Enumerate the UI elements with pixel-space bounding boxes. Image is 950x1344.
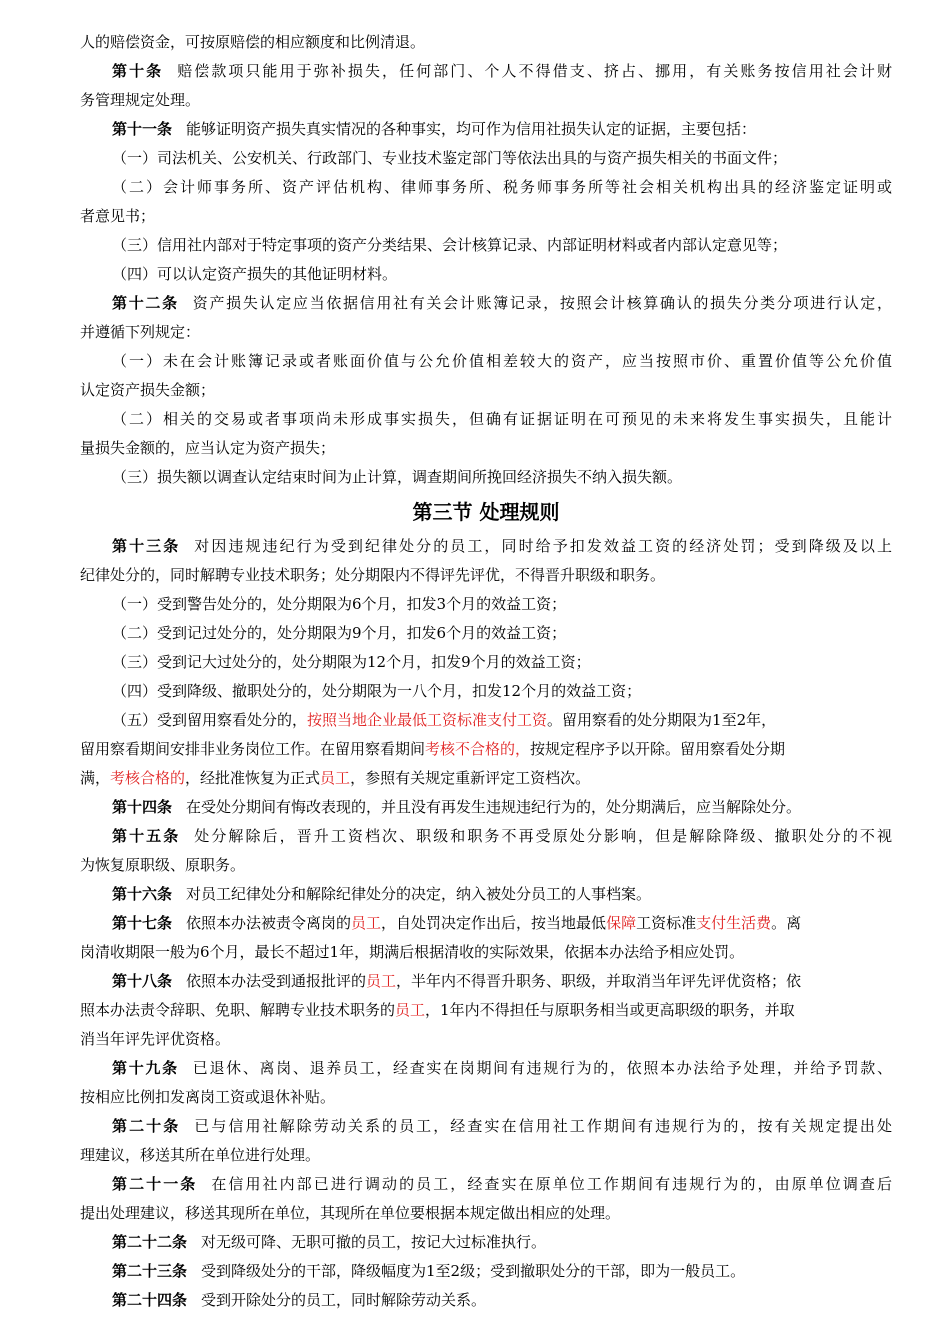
line-text: ，参照有关规定重新评定工资档次。 [350,769,591,787]
text-line [80,1199,892,1228]
list-item [80,347,892,376]
highlight-text: 员工 [320,769,351,787]
text-line [80,735,892,764]
article-number: 第十五条 [112,827,181,845]
article-18 [80,967,892,996]
line-text: （四）受到降级、撤职处分的，处分期限为一八个月，扣发12个月的效益工资； [112,682,642,700]
highlight-text: 考核不合格的， [425,740,531,758]
article-number: 第十三条 [112,537,181,555]
text-line [80,851,892,880]
line-text: 已与信用社解除劳动关系的员工，经查实在信用社工作期间有违规行为的，按有关规定提出处 [194,1117,892,1135]
line-text: 对无级可降、无职可撤的员工，按记大过标准执行。 [201,1233,547,1251]
article-number: 第十四条 [112,798,173,816]
article-12 [80,289,892,318]
list-item [80,231,892,260]
highlight-text: 保障 [606,914,637,932]
line-text: （三）损失额以调查认定结束时间为止计算，调查期间所挽回经济损失不纳入损失额。 [112,468,683,486]
article-number: 第十九条 [112,1059,179,1077]
text-line [80,996,892,1025]
line-text: 处分解除后，晋升工资档次、职级和职务不再受原处分影响，但是解除降级、撤职处分的不视 [194,827,892,845]
article-13 [80,532,892,561]
list-item [80,648,892,677]
highlight-text: 按照当地企业最低工资标准支付工资 [307,711,548,729]
line-text: 资产损失认定应当依据信用社有关会计账簿记录，按照会计核算确认的损失分类分项进行认定， [192,294,892,312]
line-text: （二）受到记过处分的，处分期限为9个月，扣发6个月的效益工资； [112,624,567,642]
line-text: 依照本办法被责令离岗的 [186,914,352,932]
article-number: 第二十条 [112,1117,181,1135]
line-text: 对员工纪律处分和解除纪律处分的决定，纳入被处分员工的人事档案。 [186,885,652,903]
text-line [80,86,892,115]
line-text: ，自处罚决定作出后，按当地最低 [381,914,607,932]
line-text: （五）受到留用察看处分的， [112,711,308,729]
list-item [80,463,892,492]
line-text: 并遵循下列规定： [80,323,201,341]
line-text: 对因违规违纪行为受到纪律处分的员工，同时给予扣发效益工资的经济处罚；受到降级及以上 [194,537,892,555]
article-15 [80,822,892,851]
article-14 [80,793,892,822]
line-text: 依照本办法受到通报批评的 [186,972,367,990]
line-text: （一）司法机关、公安机关、行政部门、专业技术鉴定部门等依法出具的与资产损失相关的书面文件； [112,149,788,167]
highlight-text: 支付生活费 [696,914,772,932]
line-text: 受到降级处分的干部，降级幅度为1至2级；受到撤职处分的干部，即为一般员工。 [201,1262,746,1280]
line-text: 理建议，移送其所在单位进行处理。 [80,1146,321,1164]
list-item [80,590,892,619]
text-line [80,1141,892,1170]
article-number: 第十条 [112,62,164,80]
list-item [80,144,892,173]
text-line [80,1025,892,1054]
highlight-text: 员工 [395,1001,426,1019]
line-text: 量损失金额的，应当认定为资产损失； [80,439,336,457]
text-line [80,434,892,463]
article-number: 第十二条 [112,294,179,312]
line-text: 按规定程序予以开除。留用察看处分期 [530,740,786,758]
text-line [80,202,892,231]
line-text: （三）信用社内部对于特定事项的资产分类结果、会计核算记录、内部证明材料或者内部认定意见等； [112,236,788,254]
line-text: 消当年评先评优资格。 [80,1030,231,1048]
article-number: 第十一条 [112,120,173,138]
line-text: 。离 [771,914,802,932]
line-text: ，半年内不得晋升职务、职级，并取消当年评先评优资格；依 [396,972,802,990]
line-text: 为恢复原职级、原职务。 [80,856,246,874]
line-text: 认定资产损失金额； [80,381,216,399]
article-22 [80,1228,892,1257]
highlight-text: 考核合格的 [110,769,186,787]
text-line [80,28,892,57]
line-text: 按相应比例扣发离岗工资或退休补贴。 [80,1088,336,1106]
line-text: 提出处理建议，移送其现所在单位，其现所在单位要根据本规定做出相应的处理。 [80,1204,621,1222]
highlight-text: 员工 [351,914,382,932]
line-text: （三）受到记大过处分的，处分期限为12个月，扣发9个月的效益工资； [112,653,591,671]
article-10 [80,57,892,86]
line-text: 照本办法责令辞职、免职、解聘专业技术职务的 [80,1001,396,1019]
article-number: 第二十一条 [112,1175,198,1193]
text-line [80,1083,892,1112]
article-23 [80,1257,892,1286]
line-text: 在受处分期间有悔改表现的，并且没有再发生违规违纪行为的，处分期满后，应当解除处分。 [186,798,802,816]
line-text: 已退休、离岗、退养员工，经查实在岗期间有违规行为的，依照本办法给予处理，并给予罚款、 [192,1059,892,1077]
text-line [80,561,892,590]
article-number: 第二十二条 [112,1233,188,1251]
list-item [80,405,892,434]
line-text: 能够证明资产损失真实情况的各种事实，均可作为信用社损失认定的证据，主要包括： [186,120,757,138]
section-title: 第三节 处理规则 [412,500,560,524]
list-item [80,677,892,706]
article-17 [80,909,892,938]
line-text: 工资标准 [636,914,697,932]
article-20 [80,1112,892,1141]
line-text: 务管理规定处理。 [80,91,201,109]
text-line [80,938,892,967]
line-text: （二）会计师事务所、资产评估机构、律师事务所、税务师事务所等社会相关机构出具的经济鉴定证明或 [112,178,892,196]
line-text: （一）受到警告处分的，处分期限为6个月，扣发3个月的效益工资； [112,595,567,613]
text-line [80,376,892,405]
article-11 [80,115,892,144]
list-item [80,619,892,648]
article-19 [80,1054,892,1083]
line-text: 在信用社内部已进行调动的员工，经查实在原单位工作期间有违规行为的，由原单位调查后 [211,1175,892,1193]
article-number: 第十七条 [112,914,173,932]
text-line [80,318,892,347]
line-text: 。留用察看的处分期限为1至2年， [547,711,777,729]
list-item [80,173,892,202]
highlight-text: 员工 [366,972,397,990]
line-text: （二）相关的交易或者事项尚未形成事实损失，但确有证据证明在可预见的未来将发生事实损失，且能计 [112,410,892,428]
article-24 [80,1286,892,1315]
text-line [80,764,892,793]
article-number: 第十八条 [112,972,173,990]
line-text: （四）可以认定资产损失的其他证明材料。 [112,265,398,283]
article-number: 第二十四条 [112,1291,188,1309]
line-text: 满， [80,769,111,787]
article-16 [80,880,892,909]
line-text: 岗清收期限一般为6个月，最长不超过1年，期满后根据清收的实际效果，依据本办法给予相应处罚。 [80,943,745,961]
article-number: 第十六条 [112,885,173,903]
line-text: 留用察看期间安排非业务岗位工作。在留用察看期间 [80,740,426,758]
list-item [80,260,892,289]
line-text: 者意见书； [80,207,156,225]
list-item [80,706,892,735]
article-21 [80,1170,892,1199]
line-text: 人的赔偿资金，可按原赔偿的相应额度和比例清退。 [80,33,426,51]
line-text: 受到开除处分的员工，同时解除劳动关系。 [201,1291,487,1309]
line-text: （一）未在会计账簿记录或者账面价值与公允价值相差较大的资产，应当按照市价、重置价值等公允价值 [112,352,892,370]
line-text: ，1年内不得担任与原职务相当或更高职级的职务，并取 [425,1001,795,1019]
line-text: ，经批准恢复为正式 [185,769,321,787]
document-page [80,28,892,1315]
article-number: 第二十三条 [112,1262,188,1280]
line-text: 赔偿款项只能用于弥补损失，任何部门、个人不得借支、挤占、挪用，有关账务按信用社会计财 [177,62,892,80]
line-text: 纪律处分的，同时解聘专业技术职务；处分期限内不得评先评优，不得晋升职级和职务。 [80,566,666,584]
